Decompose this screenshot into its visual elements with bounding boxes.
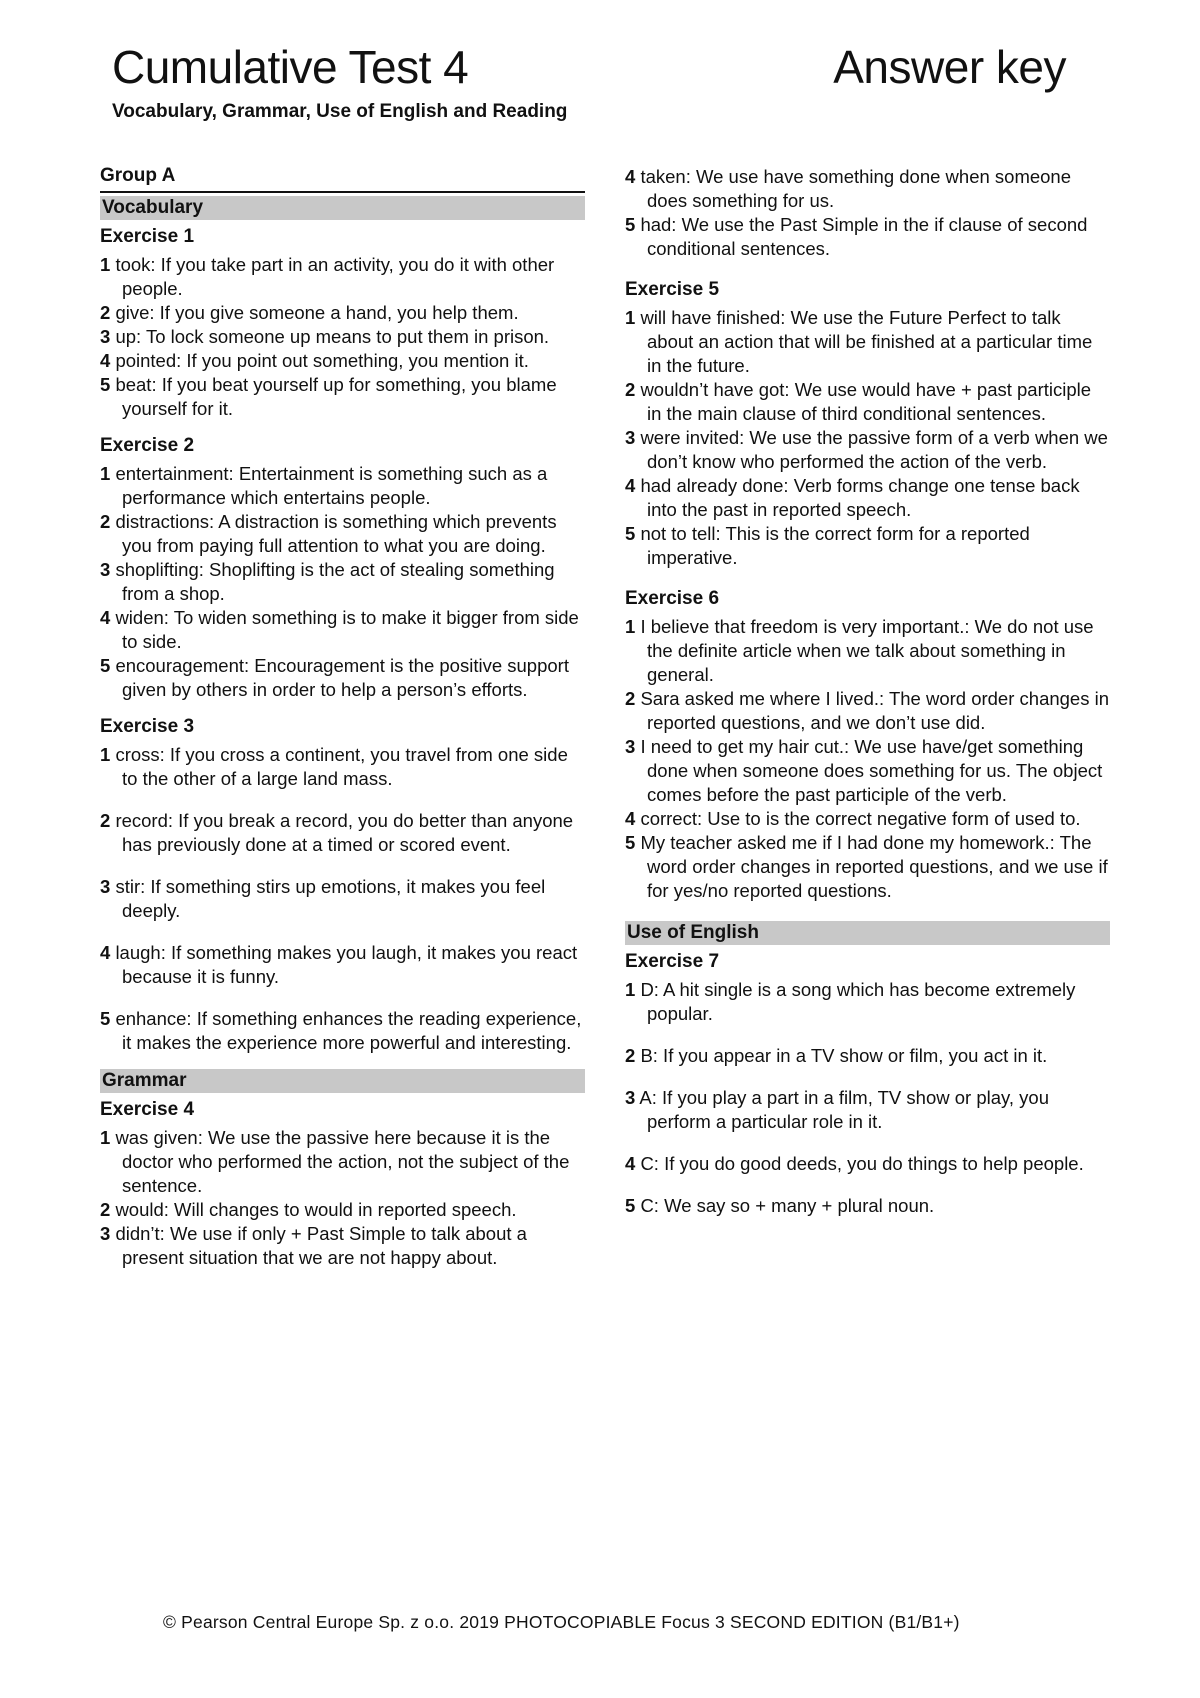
answer-item: 3 were invited: We use the passive form of a verb when we don’t know who performed the action of the verb. (625, 427, 1108, 472)
answer-item: 3 I need to get my hair cut.: We use have/get something done when someone does something for us. The object comes before the past participle of the verb. (625, 736, 1103, 805)
answer-item: 2 Sara asked me where I lived.: The word order changes in reported questions, and we don’t use did. (625, 688, 1110, 733)
right-column (625, 165, 1110, 1218)
answer-item: 1 entertainment: Entertainment is something such as a performance which entertains people. (100, 463, 548, 508)
left-column (100, 165, 585, 1270)
answer-item: 5 C: We say so + many + plural noun. (625, 1195, 935, 1216)
answer-key-heading: Answer key (833, 41, 1066, 93)
exercise-2 (100, 435, 585, 702)
page-title: Cumulative Test 4 (112, 41, 469, 93)
group-title: Group A (100, 165, 585, 193)
answer-item: 5 My teacher asked me if I had done my homework.: The word order changes in reported questions, and we use if for yes/no reported questions. (625, 832, 1108, 901)
exercise-5 (625, 279, 1110, 570)
answer-item: 1 took: If you take part in an activity, you do it with other people. (100, 254, 555, 299)
exercise-title: Exercise 1 (100, 226, 195, 247)
answer-item: 2 B: If you appear in a TV show or film, you act in it. (625, 1045, 1048, 1066)
answer-item: 3 shoplifting: Shoplifting is the act of stealing something from a shop. (100, 559, 555, 604)
exercise-7 (625, 951, 1110, 1218)
answer-item: 1 was given: We use the passive here because it is the doctor who performed the action, not the subject of the sentence. (100, 1127, 570, 1196)
answer-item: 4 taken: We use have something done when someone does something for us. (625, 166, 1072, 211)
exercise-3 (100, 716, 585, 1055)
answer-item: 4 had already done: Verb forms change one tense back into the past in reported speech. (625, 475, 1080, 520)
answer-item: 1 I believe that freedom is very important.: We do not use the definite article when we talk about something in general. (625, 616, 1094, 685)
page-subtitle: Vocabulary, Grammar, Use of English and Reading (112, 101, 568, 122)
section-grammar: Grammar (100, 1069, 585, 1093)
answer-item: 5 not to tell: This is the correct form for a reported imperative. (625, 523, 1030, 568)
answer-item: 5 encouragement: Encouragement is the positive support given by others in order to help a person’s efforts. (100, 655, 569, 700)
exercise-title: Exercise 5 (625, 279, 720, 300)
answer-item: 3 up: To lock someone up means to put them in prison. (100, 326, 550, 347)
section-use-of-english: Use of English (625, 921, 1110, 945)
answer-item: 2 record: If you break a record, you do better than anyone has previously done at a timed or scored event. (100, 810, 574, 855)
answer-item: 4 widen: To widen something is to make it bigger from side to side. (100, 607, 579, 652)
answer-item: 5 enhance: If something enhances the reading experience, it makes the experience more powerful and interesting. (100, 1008, 582, 1053)
section-vocabulary: Vocabulary (100, 196, 585, 220)
answer-item: 4 C: If you do good deeds, you do things to help people. (625, 1153, 1084, 1174)
exercise-title: Exercise 2 (100, 435, 195, 456)
answer-item: 5 beat: If you beat yourself up for something, you blame yourself for it. (100, 374, 557, 419)
exercise-6 (625, 588, 1110, 903)
answer-item: 1 will have finished: We use the Future Perfect to talk about an action that will be finished at a particular time in the future. (625, 307, 1093, 376)
exercise-title: Exercise 4 (100, 1099, 195, 1120)
exercise-title: Exercise 7 (625, 951, 720, 972)
answer-item: 3 stir: If something stirs up emotions, it makes you feel deeply. (100, 876, 546, 921)
answer-item: 4 pointed: If you point out something, you mention it. (100, 350, 529, 371)
answer-item: 2 wouldn’t have got: We use would have + past participle in the main clause of third conditional sentences. (625, 379, 1092, 424)
answer-item: 5 had: We use the Past Simple in the if clause of second conditional sentences. (625, 214, 1088, 259)
exercise-title: Exercise 3 (100, 716, 195, 737)
answer-item: 1 D: A hit single is a song which has become extremely popular. (625, 979, 1076, 1024)
answer-item: 3 didn’t: We use if only + Past Simple to talk about a present situation that we are not happy about. (100, 1223, 527, 1268)
exercise-4 (100, 1099, 585, 1270)
answer-item: 1 cross: If you cross a continent, you travel from one side to the other of a large land mass. (100, 744, 568, 789)
exercise-title: Exercise 6 (625, 588, 720, 609)
exercise-1 (100, 226, 585, 421)
answer-item: 2 give: If you give someone a hand, you help them. (100, 302, 519, 323)
answer-item: 4 correct: Use to is the correct negative form of used to. (625, 808, 1081, 829)
copyright-footer: © Pearson Central Europe Sp. z o.o. 2019 PHOTOCOPIABLE Focus 3 SECOND EDITION (B1/B1+) (163, 1612, 960, 1632)
answer-item: 3 A: If you play a part in a film, TV show or play, you perform a particular role in it. (625, 1087, 1050, 1132)
answer-item: 4 laugh: If something makes you laugh, it makes you react because it is funny. (100, 942, 578, 987)
answer-item: 2 distractions: A distraction is something which prevents you from paying full attention to what you are doing. (100, 511, 557, 556)
answer-item: 2 would: Will changes to would in reported speech. (100, 1199, 517, 1220)
